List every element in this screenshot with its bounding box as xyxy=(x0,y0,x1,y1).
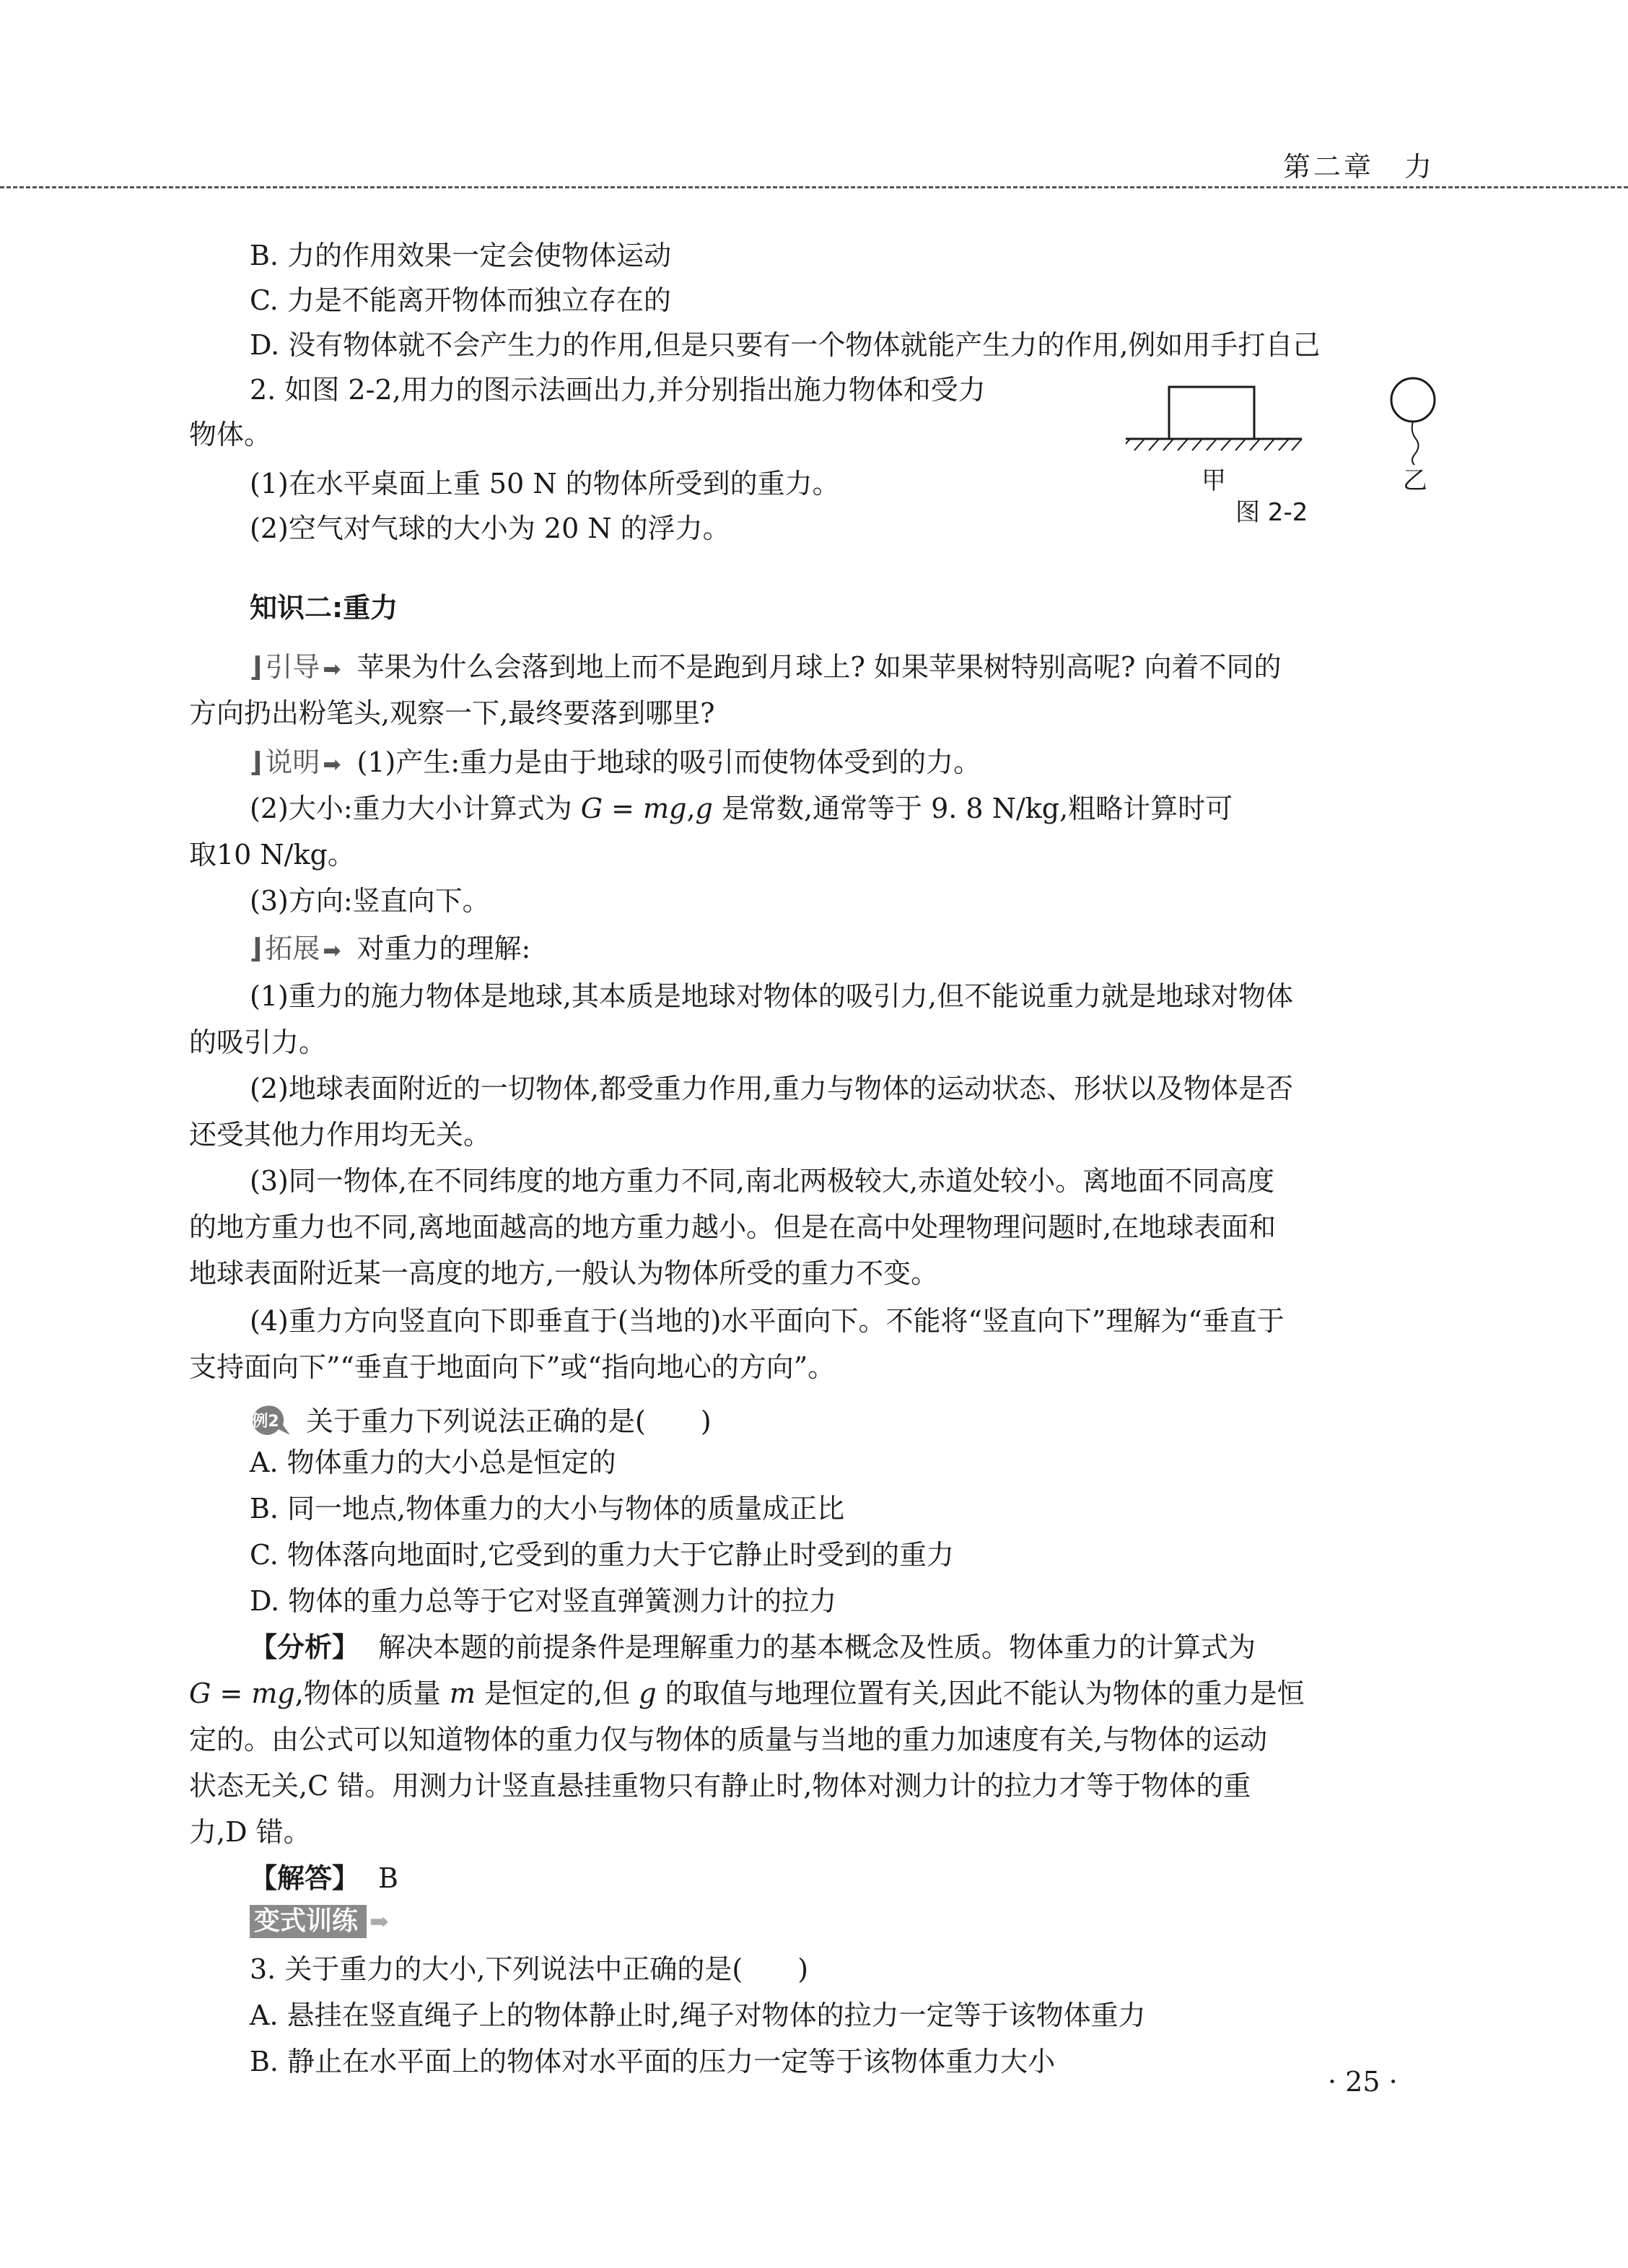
example2-stem: 例2 关于重力下列说法正确的是( ) xyxy=(250,1399,712,1439)
variant-training-badge: 变式训练 ➡ xyxy=(250,1903,389,1939)
q2-part1: (1)在水平桌面上重 50 N 的物体所受到的重力。 xyxy=(250,468,840,500)
answer-label: 【解答】 xyxy=(250,1862,360,1894)
example2-option-d: D. 物体的重力总等于它对竖直弹簧测力计的拉力 xyxy=(250,1585,837,1617)
example2-option-b: B. 同一地点,物体重力的大小与物体的质量成正比 xyxy=(250,1493,845,1525)
analysis-line3: 定的。由公式可以知道物体的重力仅与物体的质量与当地的重力加速度有关,与物体的运动 xyxy=(189,1724,1268,1755)
q2-stem-line2: 物体。 xyxy=(189,419,272,450)
figure-caption: 图 2-2 xyxy=(1235,498,1308,527)
analysis-line5: 力,D 错。 xyxy=(189,1816,311,1848)
svg-text:例2: 例2 xyxy=(252,1413,279,1431)
header-divider xyxy=(0,186,1628,188)
guide-line2: 方向扔出粉笔头,观察一下,最终要落到哪里? xyxy=(189,697,715,729)
figure-label-a: 甲 xyxy=(1202,466,1226,495)
explain-line3: 取10 N/kg。 xyxy=(189,839,355,871)
q1-option-b: B. 力的作用效果一定会使物体运动 xyxy=(250,240,672,271)
extend-p4-line1: (4)重力方向竖直向下即垂直于(当地的)水平面向下。不能将“竖直向下”理解为“垂直于 xyxy=(250,1305,1285,1337)
extend-p3-line3: 地球表面附近某一高度的地方,一般认为物体所受的重力不变。 xyxy=(189,1257,939,1289)
q2-part2: (2)空气对气球的大小为 20 N 的浮力。 xyxy=(250,513,730,544)
example-badge-icon xyxy=(250,1405,292,1436)
extend-p4-line2: 支持面向下”“垂直于地面向下”或“指向地心的方向”。 xyxy=(189,1351,836,1383)
extend-p3-line2: 的地方重力也不同,离地面越高的地方重力越小。但是在高中处理物理问题时,在地球表面和 xyxy=(189,1211,1277,1243)
figure-b-balloon xyxy=(1391,378,1435,465)
section-heading: 知识二:重力 xyxy=(250,592,398,624)
extend-p2-line1: (2)地球表面附近的一切物体,都受重力作用,重力与物体的运动状态、形状以及物体是否 xyxy=(250,1073,1293,1104)
guide-tag: ⌋ 引导 ➡ xyxy=(250,651,341,683)
extend-tag: ⌋ 拓展 ➡ xyxy=(250,933,341,964)
q3-stem: 3. 关于重力的大小,下列说法中正确的是( ) xyxy=(250,1953,809,1985)
analysis-line4: 状态无关,C 错。用测力计竖直悬挂重物只有静止时,物体对测力计的拉力才等于物体的重 xyxy=(189,1770,1251,1802)
example2-option-a: A. 物体重力的大小总是恒定的 xyxy=(250,1447,616,1478)
analysis-label: 【分析】 xyxy=(250,1631,360,1663)
arrow-right-icon: ➡ xyxy=(323,752,341,777)
q2-stem-line1: 2. 如图 2-2,用力的图示法画出力,并分别指出施力物体和受力 xyxy=(250,374,986,406)
chapter-header: 第二章 力 xyxy=(1282,151,1435,183)
q1-option-c: C. 力是不能离开物体而独立存在的 xyxy=(250,284,671,316)
q3-option-a: A. 悬挂在竖直绳子上的物体静止时,绳子对物体的拉力一定等于该物体重力 xyxy=(250,1999,1146,2031)
example2-option-c: C. 物体落向地面时,它受到的重力大于它静止时受到的重力 xyxy=(250,1539,954,1571)
q1-option-d: D. 没有物体就不会产生力的作用,但是只要有一个物体就能产生力的作用,例如用手打自己 xyxy=(250,329,1321,361)
answer-value: B xyxy=(378,1862,398,1894)
figure-label-b: 乙 xyxy=(1403,466,1427,495)
explain-line2: (2)大小:重力大小计算式为 G = mg,g 是常数,通常等于 9. 8 N/kg,粗略计算时可 xyxy=(250,793,1233,824)
extend-p3-line1: (3)同一物体,在不同纬度的地方重力不同,南北两极较大,赤道处较小。离地面不同高度 xyxy=(250,1165,1275,1197)
arrow-right-icon: ➡ xyxy=(323,938,341,964)
explain-line1: ⌋ 说明 ➡ (1)产生:重力是由于地球的吸引而使物体受到的力。 xyxy=(250,746,981,778)
arrow-right-icon: ➡ xyxy=(323,657,341,682)
extend-p2-line2: 还受其他力作用均无关。 xyxy=(189,1119,491,1151)
explain-line4: (3)方向:竖直向下。 xyxy=(250,885,490,917)
figure-a-table-block xyxy=(1126,387,1302,450)
arrow-right-icon: ➡ xyxy=(369,1908,389,1935)
q3-option-b: B. 静止在水平面上的物体对水平面的压力一定等于该物体重力大小 xyxy=(250,2046,1056,2077)
guide-line1: ⌋ 引导 ➡ 苹果为什么会落到地上而不是跑到月球上? 如果苹果树特别高呢? 向着不同的 xyxy=(250,651,1282,683)
answer-line xyxy=(250,1861,398,1896)
extend-intro: ⌋ 拓展 ➡ 对重力的理解: xyxy=(250,933,531,964)
explain-tag: ⌋ 说明 ➡ xyxy=(250,746,341,778)
analysis-line1: 【分析】 解决本题的前提条件是理解重力的基本概念及性质。物体重力的计算式为 xyxy=(250,1631,1256,1663)
page-number: · 25 · xyxy=(1328,2066,1398,2098)
extend-p1-line2: 的吸引力。 xyxy=(189,1026,327,1058)
extend-p1-line1: (1)重力的施力物体是地球,其本质是地球对物体的吸引力,但不能说重力就是地球对物体 xyxy=(250,980,1293,1012)
analysis-line2: G = mg,物体的质量 m 是恒定的,但 g 的取值与地理位置有关,因此不能认为物体的重力是恒 xyxy=(189,1678,1305,1709)
